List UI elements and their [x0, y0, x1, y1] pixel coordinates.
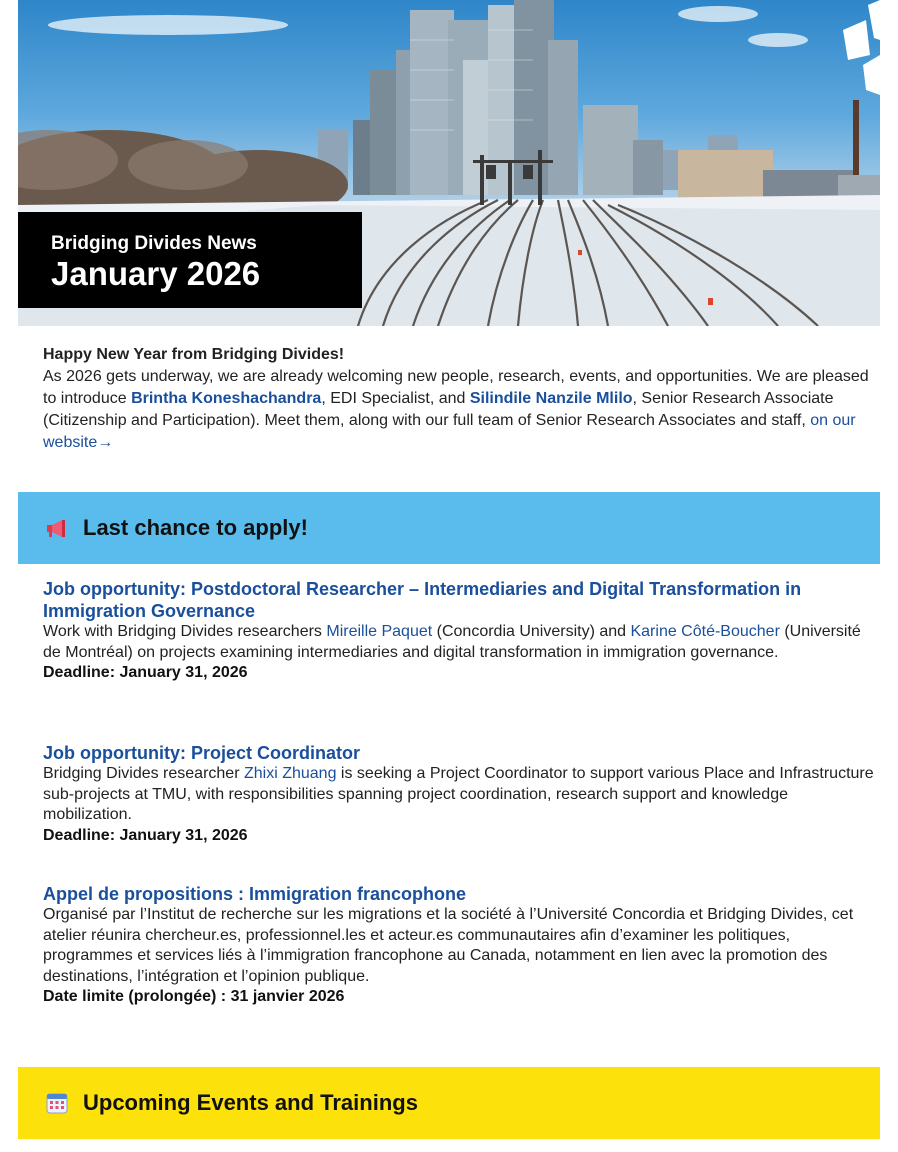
newsletter-issue: January 2026: [51, 255, 261, 292]
person-link-zhixi[interactable]: Zhixi Zhuang: [243, 765, 337, 782]
person-link-brintha[interactable]: Brintha Koneshachandra: [131, 390, 322, 407]
calendar-icon: [45, 1091, 69, 1115]
events-heading: Upcoming Events and Trainings: [83, 1090, 418, 1115]
intro-text-1: As 2026 gets underway, we are already welcoming new people, research, events, and opportunities. We are pleased to introduce: [43, 368, 869, 407]
listing-description: [43, 764, 878, 826]
person-link-silindile[interactable]: Silindile Nanzile Mlilo: [469, 390, 633, 407]
intro-text-3: , Senior Research Associate (Citizenship and Participation). Meet them, along with our full team of Senior Research Associates and staff,: [43, 390, 834, 429]
listing-title-call-for-proposals[interactable]: Appel de propositions : Immigration francophone: [43, 884, 467, 904]
intro-paragraph: [43, 366, 873, 454]
intro-heading: Happy New Year from Bridging Divides!: [43, 346, 345, 363]
newsletter-title-box: [18, 212, 362, 308]
events-banner: [18, 1067, 880, 1139]
person-link-karine[interactable]: Karine Côté-Boucher: [630, 623, 780, 640]
listing-deadline: Date limite (prolongée) : 31 janvier 2026: [43, 988, 345, 1005]
newsletter-name: Bridging Divides News: [51, 233, 257, 254]
hero-image: [18, 0, 880, 326]
last-chance-heading: Last chance to apply!: [83, 515, 308, 540]
listing-text: (Concordia University) and: [432, 623, 631, 640]
listing-description: [43, 622, 878, 663]
listing-title-postdoc[interactable]: Job opportunity: Postdoctoral Researcher – Intermediaries and Digital Transformation in Immigration Governance: [43, 579, 802, 621]
listing-call-for-proposals: [43, 883, 878, 1008]
person-link-mireille[interactable]: Mireille Paquet: [326, 623, 433, 640]
listing-postdoc: [43, 578, 878, 684]
website-link[interactable]: on our website→: [43, 412, 856, 451]
listing-deadline: Deadline: January 31, 2026: [43, 826, 248, 844]
listing-project-coordinator: [43, 742, 878, 846]
listing-text: is seeking a Project Coordinator to support various Place and Infrastructure sub-projects at TMU, with responsibilities spanning project coordination, research support and knowledge mobilization.: [43, 765, 874, 823]
intro-section: [43, 344, 873, 454]
listing-text: Work with Bridging Divides researchers: [43, 623, 327, 640]
listing-text: Bridging Divides researcher: [43, 765, 244, 782]
listing-title-project-coordinator[interactable]: Job opportunity: Project Coordinator: [43, 743, 360, 763]
intro-text-2: , EDI Specialist, and: [321, 390, 470, 407]
listing-description: Organisé par l’Institut de recherche sur les migrations et la société à l’Université Concordia et Bridging Divides, cet atelier réunira chercheur.es, professionnel.les et acteur.es communautaires afin d’examiner les politiques, programmes et services liés à l’immigration francophone au Canada, notamment en lien avec la promotion des destinations, l’intégration et l’opinion publique.: [43, 906, 854, 985]
megaphone-icon: [45, 516, 69, 540]
listing-text: (Université de Montréal) on projects examining intermediaries and digital transformation in immigration governance.: [43, 623, 861, 661]
last-chance-banner: [18, 492, 880, 564]
listing-deadline: Deadline: January 31, 2026: [43, 664, 248, 681]
